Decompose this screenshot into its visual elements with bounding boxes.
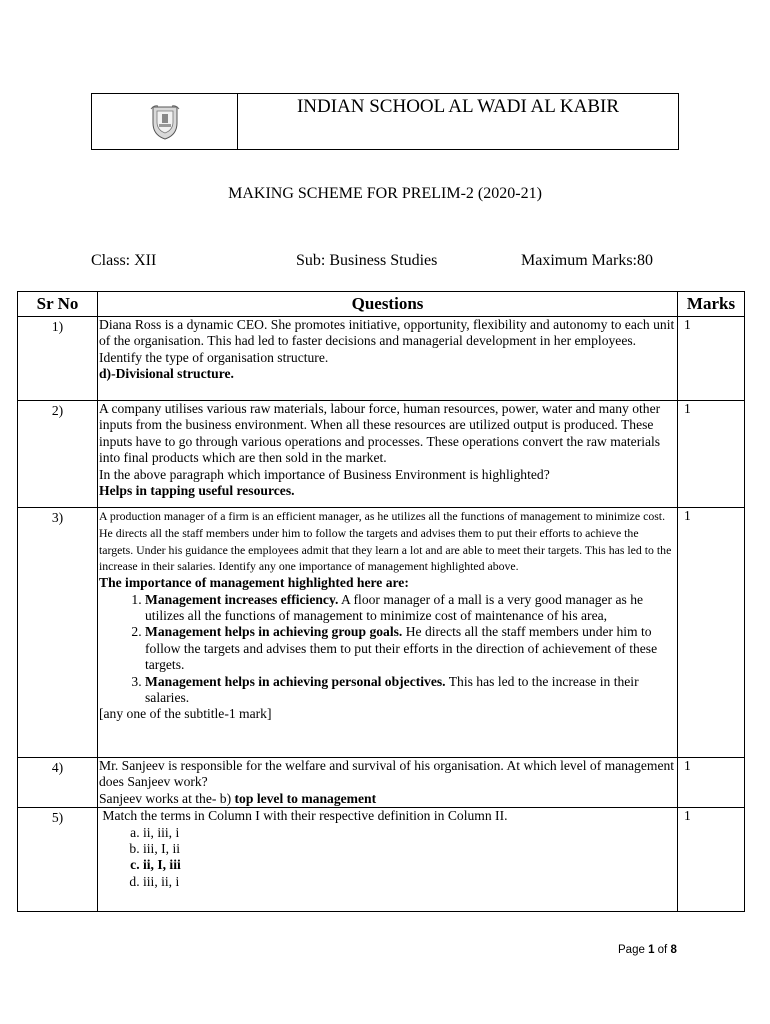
answer-text: top level to management (234, 790, 377, 806)
point-title: Management helps in achieving group goals. (145, 624, 403, 640)
logo-cell (92, 94, 238, 149)
school-crest-icon (150, 103, 180, 141)
class-label: Class: XII (91, 252, 157, 269)
answer-prefix: Sanjeev works at the- b) (99, 790, 235, 806)
answer-points-list (99, 592, 675, 707)
table-row (18, 317, 745, 401)
header-marks: Marks (678, 292, 745, 317)
page-of: of (654, 944, 671, 956)
header-sr-no: Sr No (18, 292, 98, 317)
answer-heading: The importance of management highlighted here are: (99, 575, 409, 591)
marks-cell: 1 (678, 808, 745, 912)
subject-label: Sub: Business Studies (296, 252, 438, 269)
table-row (18, 808, 745, 912)
option-item: d. iii, ii, i (143, 874, 675, 890)
answer-line (99, 791, 675, 807)
point-text: A floor manager of a mall is a very good manager as he utilizes all the functions of management to minimize cost of maintenance of his area, (145, 591, 644, 623)
question-cell (98, 401, 678, 508)
answer-text: d)-Divisional structure. (99, 366, 234, 382)
point-text: This has led to the increase in their salaries. (145, 673, 639, 706)
question-text-2: In the above paragraph which importance of Business Environment is highlighted? (99, 466, 550, 482)
option-item-correct: c. ii, I, iii (143, 857, 675, 873)
answer-point (145, 624, 675, 673)
marking-scheme-table (17, 291, 745, 912)
question-cell (98, 508, 678, 758)
marks-cell: 1 (678, 758, 745, 808)
table-row (18, 758, 745, 808)
marks-cell: 1 (678, 317, 745, 401)
point-title: Management helps in achieving personal objectives. (145, 673, 446, 689)
point-title: Management increases efficiency. (145, 591, 339, 607)
table-row (18, 401, 745, 508)
marking-note: [any one of the subtitle-1 mark] (99, 706, 272, 722)
question-text: Match the terms in Column I with their respective definition in Column II. (99, 808, 508, 824)
marks-cell: 1 (678, 508, 745, 758)
question-text: Mr. Sanjeev is responsible for the welfare and survival of his organisation. At which level of management does Sanjeev work? (99, 758, 675, 790)
max-marks-label: Maximum Marks:80 (521, 252, 653, 269)
option-item: b. iii, I, ii (143, 841, 675, 857)
sr-no: 1) (18, 317, 98, 401)
question-text: Diana Ross is a dynamic CEO. She promotes initiative, opportunity, flexibility and autonomy to each unit of the organisation. This had led to faster decisions and managerial development in her employees. Identify the type of organisation structure. (99, 317, 675, 365)
page-current: 1 (648, 944, 655, 956)
question-cell (98, 758, 678, 808)
marks-cell: 1 (678, 401, 745, 508)
answer-point (145, 592, 675, 625)
sr-no: 5) (18, 808, 98, 912)
sr-no: 3) (18, 508, 98, 758)
answer-point (145, 674, 675, 707)
answer-text: Helps in tapping useful resources. (99, 483, 295, 499)
question-cell (98, 808, 678, 912)
school-name: INDIAN SCHOOL AL WADI AL KABIR (296, 96, 620, 117)
sr-no: 4) (18, 758, 98, 808)
point-text: He directs all the staff members under him to follow the targets and advises them to put their efforts in the direction of achievement of these targets. (145, 624, 658, 673)
question-cell (98, 317, 678, 401)
option-item: a. ii, iii, i (143, 825, 675, 841)
options-list (99, 825, 675, 891)
scheme-title: MAKING SCHEME FOR PRELIM-2 (2020-21) (228, 185, 542, 202)
page-number (618, 944, 677, 956)
table-row (18, 508, 745, 758)
question-text: A company utilises various raw materials, labour force, human resources, power, water and many other inputs from the business environment. When all these resources are utilized output is produced. These inputs have to go through various operations and processes. These operations convert the raw materials into final products which are then sold in the market. (99, 401, 661, 466)
header-questions: Questions (98, 292, 678, 317)
question-text: A production manager of a firm is an efficient manager, as he utilizes all the functions of management to minimize cost. He directs all the staff members under him to follow the targets and advises them to put their efforts to achieve the targets. Under his guidance the employees admit that they learn a lot and are able to meet their targets. This has led to the increase in their salaries. Identify any one importance of management highlighted above. (99, 509, 672, 574)
page-prefix: Page (618, 944, 649, 956)
header-box (91, 93, 679, 150)
page-total: 8 (670, 944, 677, 956)
table-header-row (18, 292, 745, 317)
sr-no: 2) (18, 401, 98, 508)
